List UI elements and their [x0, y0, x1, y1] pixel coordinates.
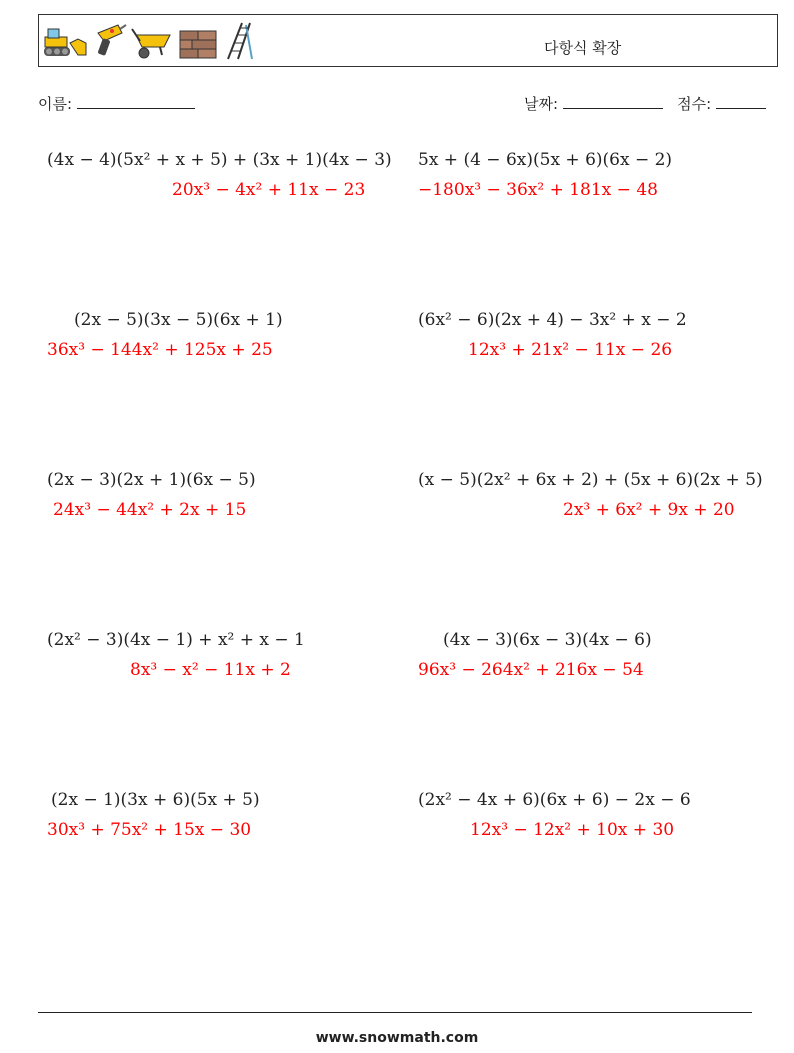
problem-expression: (x − 5)(2x² + 6x + 2) + (5x + 6)(2x + 5) [418, 470, 763, 490]
bulldozer-icon [42, 21, 88, 61]
date-label: 날짜: [524, 95, 559, 113]
date-blank [563, 94, 663, 109]
problem-expression: (2x² − 3)(4x − 1) + x² + x − 1 [47, 630, 305, 650]
problem-answer: 2x³ + 6x² + 9x + 20 [563, 500, 735, 520]
name-blank [77, 94, 195, 109]
worksheet-title: 다항식 확장 [544, 39, 622, 57]
footer-url[interactable]: www.snowmath.com [315, 1030, 479, 1046]
problem-expression: (2x − 3)(2x + 1)(6x − 5) [47, 470, 256, 490]
problem-answer: 30x³ + 75x² + 15x − 30 [47, 820, 252, 840]
score-label: 점수: [677, 95, 712, 113]
drill-icon [88, 21, 128, 61]
date-field [524, 93, 766, 114]
problem-expression: (2x − 5)(3x − 5)(6x + 1) [74, 310, 283, 330]
name-field [38, 93, 195, 114]
problem-expression: (6x² − 6)(2x + 4) − 3x² + x − 2 [418, 310, 687, 330]
problem-expression: (2x − 1)(3x + 6)(5x + 5) [51, 790, 260, 810]
bricks-icon [176, 21, 220, 61]
problem-answer: 36x³ − 144x² + 125x + 25 [47, 340, 273, 360]
problem-expression: 5x + (4 − 6x)(5x + 6)(6x − 2) [418, 150, 673, 170]
score-blank [716, 94, 766, 109]
problem-answer: 24x³ − 44x² + 2x + 15 [53, 500, 247, 520]
problem-expression: (4x − 4)(5x² + x + 5) + (3x + 1)(4x − 3) [47, 150, 392, 170]
wheelbarrow-icon [130, 21, 174, 61]
footer-divider [38, 1012, 752, 1013]
problem-answer: −180x³ − 36x² + 181x − 48 [418, 180, 658, 200]
problem-answer: 8x³ − x² − 11x + 2 [130, 660, 291, 680]
problem-answer: 20x³ − 4x² + 11x − 23 [172, 180, 366, 200]
ladder-icon [222, 21, 266, 61]
problem-expression: (2x² − 4x + 6)(6x + 6) − 2x − 6 [418, 790, 691, 810]
header-box [38, 14, 778, 67]
problem-answer: 96x³ − 264x² + 216x − 54 [418, 660, 644, 680]
problem-answer: 12x³ − 12x² + 10x + 30 [470, 820, 675, 840]
name-label: 이름: [38, 95, 73, 113]
problem-answer: 12x³ + 21x² − 11x − 26 [468, 340, 673, 360]
problem-expression: (4x − 3)(6x − 3)(4x − 6) [443, 630, 652, 650]
